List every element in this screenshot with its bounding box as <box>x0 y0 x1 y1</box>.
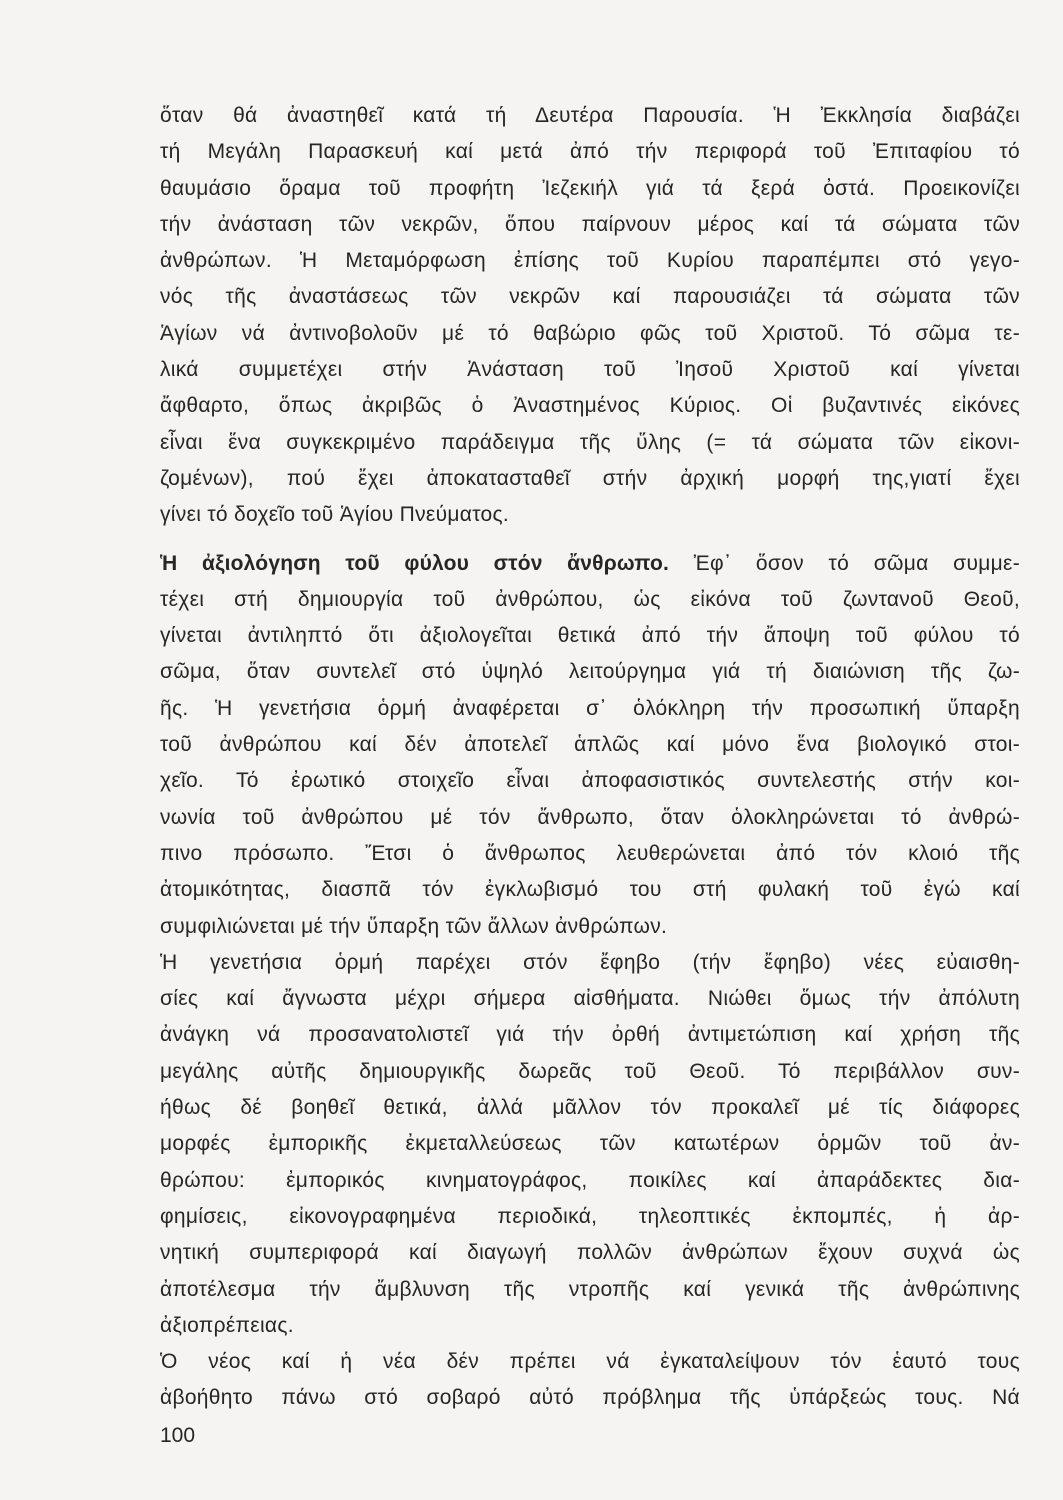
text-line: γίνει τό δοχεῖο τοῦ Ἁγίου Πνεύματος. <box>160 503 510 527</box>
text-line: Ὁ νέος καί ἡ νέα δέν πρέπει νά ἐγκαταλείψουν τόν ἑαυτό τους <box>160 1350 1020 1374</box>
text-line: λικά συμμετέχει στήν Ἀνάσταση τοῦ Ἰησοῦ Χριστοῦ καί γίνεται <box>160 358 1020 382</box>
text-line: ἀβοήθητο πάνω στό σοβαρό αὐτό πρόβλημα τῆς ὑπάρξεώς τους. Νά <box>160 1386 1020 1410</box>
text-line: τέχει στή δημιουργία τοῦ ἀνθρώπου, ὡς εἰκόνα τοῦ ζωντανοῦ Θεοῦ, <box>160 587 1020 611</box>
text-line: θαυμάσιο ὅραμα τοῦ προφήτη Ἰεζεκιήλ γιά τά ξερά ὀστά. Προεικονίζει <box>160 176 1020 200</box>
text-line: ἄφθαρτο, ὅπως ἀκριβῶς ὁ Ἀναστημένος Κύριος. Οἱ βυζαντινές εἰκόνες <box>160 394 1020 418</box>
text-line: γίνεται ἀντιληπτό ὅτι ἀξιολογεῖται θετικά ἀπό τήν ἄποψη τοῦ φύλου τό <box>160 624 1020 648</box>
text-line: ῆς. Ἡ γενετήσια ὁρμή ἀναφέρεται σ᾿ ὁλόκληρη τήν προσωπική ὕπαρξη <box>160 696 1020 720</box>
paragraph-resurrection <box>160 98 1020 534</box>
text-line: ἀνθρώπων. Ἡ Μεταμόρφωση ἐπίσης τοῦ Κυρίου παραπέμπει στό γεγο- <box>160 249 1020 273</box>
text-line: σίες καί ἄγνωστα μέχρι σήμερα αἰσθήματα. Νιώθει ὅμως τήν ἀπόλυτη <box>160 987 1020 1011</box>
text-line: μορφές ἐμπορικῆς ἐκμεταλλεύσεως τῶν κατωτέρων ὁρμῶν τοῦ ἀν- <box>160 1132 1020 1156</box>
section-heading: Ἡ ἀξιολόγηση τοῦ φύλου στόν ἄνθρωπο. <box>160 551 670 575</box>
section-gap <box>160 534 1020 546</box>
text-line: ἀξιοπρέπειας. <box>160 1313 294 1337</box>
text-line: ἀτομικότητας, διασπᾶ τόν ἐγκλωβισμό του στή φυλακή τοῦ ἐγώ καί <box>160 878 1020 902</box>
text-line: χεῖο. Τό ἐρωτικό στοιχεῖο εἶναι ἀποφασιστικός συντελεστής στήν κοι- <box>160 769 1020 793</box>
text-line: νητική συμπεριφορά καί διαγωγή πολλῶν ἀνθρώπων ἔχουν συχνά ὡς <box>160 1241 1020 1265</box>
page-number: 100 <box>160 1424 196 1447</box>
section-heading-continuation: Ἐφ᾿ ὅσον τό σῶμα συμμε- <box>669 551 1020 575</box>
text-line: θρώπου: ἐμπορικός κινηματογράφος, ποικίλες καί ἀπαράδεκτες δια- <box>160 1168 1020 1192</box>
text-line: ἀποτέλεσμα τήν ἄμβλυνση τῆς ντροπῆς καί γενικά τῆς ἀνθρώπινης <box>160 1277 1020 1301</box>
text-line: εἶναι ἕνα συγκεκριμένο παράδειγμα τῆς ὕλης (= τά σώματα τῶν εἰκονι- <box>160 430 1020 454</box>
text-line: νωνία τοῦ ἀνθρώπου μέ τόν ἄνθρωπο, ὅταν ὁλοκληρώνεται τό ἀνθρώ- <box>160 805 1020 829</box>
text-line: Ἡ γενετήσια ὁρμή παρέχει στόν ἔφηβο (τήν ἔφηβο) νέες εὐαισθη- <box>160 950 1020 974</box>
text-line: ἀνάγκη νά προσανατολιστεῖ γιά τήν ὀρθή ἀντιμετώπιση καί χρήση τῆς <box>160 1023 1020 1047</box>
text-line: ήθως δέ βοηθεῖ θετικά, ἀλλά μᾶλλον τόν προκαλεῖ μέ τίς διάφορες <box>160 1096 1020 1120</box>
text-line: φημίσεις, εἰκονογραφημένα περιοδικά, τηλεοπτικές ἐκπομπές, ἡ ἀρ- <box>160 1204 1020 1228</box>
section-heading-line <box>160 546 1020 582</box>
body-text <box>160 98 1020 1417</box>
paragraph-sexuality <box>160 582 1020 1417</box>
text-line: τοῦ ἀνθρώπου καί δέν ἀποτελεῖ ἁπλῶς καί μόνο ἕνα βιολογικό στοι- <box>160 733 1020 757</box>
text-line: νός τῆς ἀναστάσεως τῶν νεκρῶν καί παρουσιάζει τά σώματα τῶν <box>160 285 1020 309</box>
text-line: τή Μεγάλη Παρασκευή καί μετά ἀπό τήν περιφορά τοῦ Ἐπιταφίου τό <box>160 140 1020 164</box>
text-line: ζομένων), πού ἔχει ἀποκατασταθεῖ στήν ἀρχική μορφή της,γιατί ἔχει <box>160 466 1020 490</box>
text-line: σῶμα, ὅταν συντελεῖ στό ὑψηλό λειτούργημα γιά τή διαιώνιση τῆς ζω- <box>160 660 1020 684</box>
text-line: συμφιλιώνεται μέ τήν ὕπαρξη τῶν ἄλλων ἀνθρώπων. <box>160 914 668 938</box>
text-line: Ἁγίων νά ἀντινοβολοῦν μέ τό θαβώριο φῶς τοῦ Χριστοῦ. Τό σῶμα τε- <box>160 321 1020 345</box>
text-line: τήν ἀνάσταση τῶν νεκρῶν, ὅπου παίρνουν μέρος καί τά σώματα τῶν <box>160 212 1020 236</box>
text-line: πινο πρόσωπο. Ἔτσι ὁ ἄνθρωπος λευθερώνεται ἀπό τόν κλοιό τῆς <box>160 841 1020 865</box>
text-line: ὅταν θά ἀναστηθεῖ κατά τή Δευτέρα Παρουσία. Ἡ Ἐκκλησία διαβάζει <box>160 104 1020 127</box>
text-line: μεγάλης αὐτῆς δημιουργικῆς δωρεᾶς τοῦ Θεοῦ. Τό περιβάλλον συν- <box>160 1059 1020 1083</box>
